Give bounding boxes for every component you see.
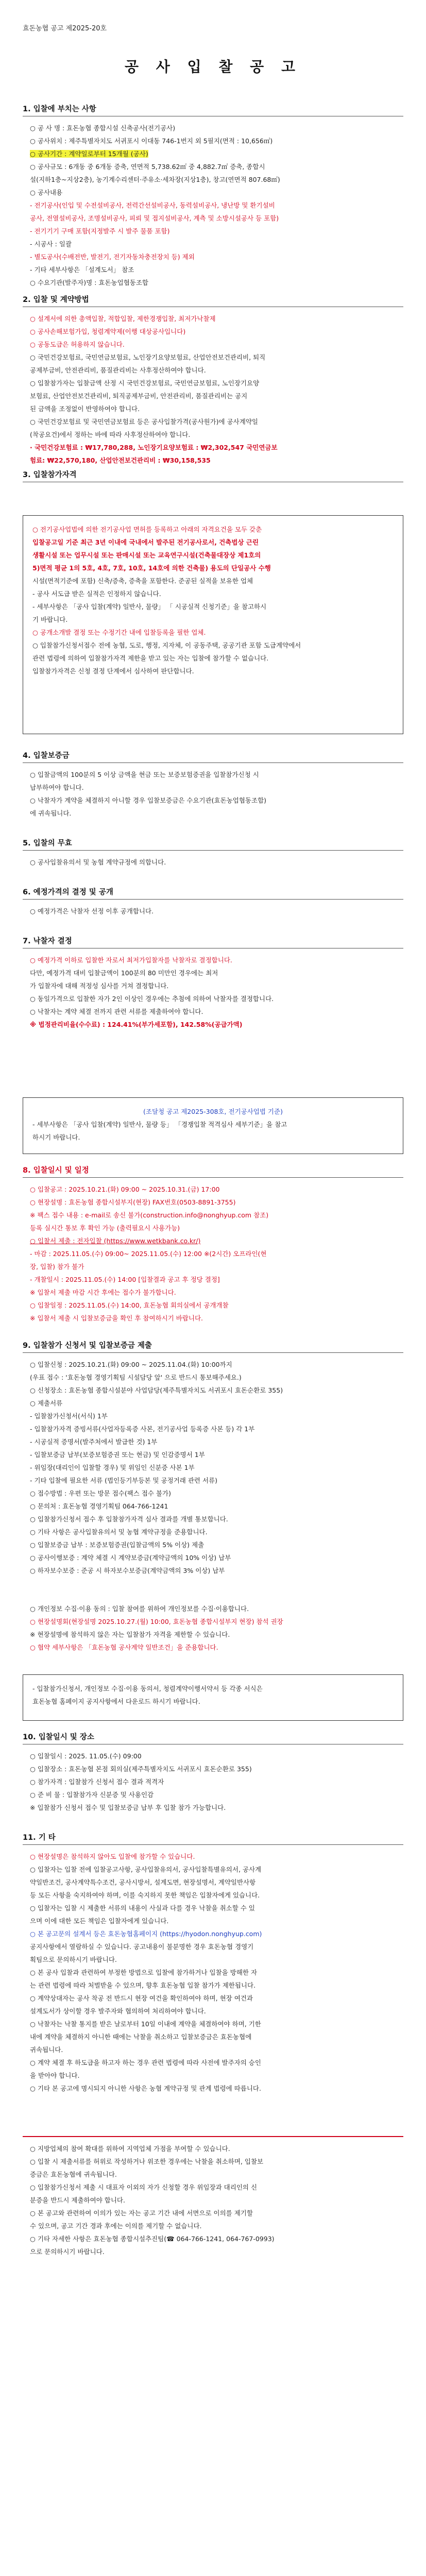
text-line: ○ 현장설명은 참석하지 않아도 입찰에 참가할 수 있습니다.	[30, 1853, 195, 1860]
section-title: 11. 기 타	[23, 1832, 403, 1845]
section-2	[23, 294, 403, 467]
highlighted-text: ○ 설계서에 의한 총액입찰, 적합입찰, 제한경쟁입찰, 최저가낙찰제	[30, 315, 216, 323]
section-title: 7. 낙찰자 결정	[23, 935, 403, 948]
section-title: 6. 예정가격의 결정 및 공개	[23, 886, 403, 900]
text-line: ○ 낙찰자는 계약 체결 전까지 관련 서류를 제출하여야 합니다.	[30, 1008, 203, 1015]
text-line: ○ 현장설명 : 효돈농협 종합시설부지(현장) FAX번호(0503-8891-3755)	[30, 1198, 236, 1206]
qualification-box	[23, 515, 403, 734]
text-line: - 전기기기 구매 포함(지정발주 시 발주 물품 포함)	[30, 227, 170, 235]
text-line: 시설(면적기준에 포함) 신축/증축, 증축을 포함한다. 준공된 실적을 보유한 업체	[32, 577, 253, 585]
text-line: ○ 국민건강보험료, 국민연금보험료, 노인장기요양보험료, 산업안전보건관리비, 퇴직	[30, 353, 266, 361]
text-line: ○ 본 공사 입찰과 관련하여 부정한 방법으로 입찰에 참가하거나 입찰을 방해한 자	[30, 1969, 258, 1976]
section-7	[23, 935, 403, 1031]
text-line: ○ 기타 사항은 공사입찰유의서 및 농협 계약규정을 준용합니다.	[30, 1528, 208, 1536]
section-1	[23, 103, 403, 289]
section-title: 5. 입찰의 무효	[23, 837, 403, 851]
text-line: ○ 입찰 시 제출서류를 허위로 작성하거나 위조한 경우에는 낙찰을 취소하며, 입찰보	[30, 2158, 264, 2165]
text-line: - 입찰보증금 납부(보증보험증권 또는 현금) 및 인감증명서 1부	[30, 1451, 205, 1459]
text-line: - 전기공사(인입 및 수전설비공사, 전력간선설비공사, 동력설비공사, 냉난방 및 환기설비	[30, 201, 275, 209]
text-line: ○ 입찰신청 : 2025.10.21.(화) 09:00 ~ 2025.11.04.(화) 10:00까지	[30, 1361, 232, 1368]
document-number: 효돈농협 공고 제2025-20호	[23, 25, 107, 32]
section-11-extra	[23, 2133, 403, 2258]
text-line: ○ 전기공사업법에 의한 전기공사업 면허를 등록하고 아래의 자격요건을 모두 갖춘	[32, 526, 262, 533]
text-line: ○ 낙찰자는 낙찰 통지를 받은 날로부터 10일 이내에 계약을 체결하여야 하며, 기한	[30, 2020, 261, 2028]
text-line: 을 받아야 합니다.	[30, 2072, 80, 2079]
text-line: 기 바랍니다.	[32, 616, 68, 623]
section-9-extra	[23, 1602, 403, 1654]
text-line: ○ 공 사 명 : 효돈농협 종합시설 신축공사(전기공사)	[30, 124, 176, 132]
text-line: 장, 입찰) 참가 불가	[30, 1263, 84, 1270]
text-line: 생활시설 또는 업무시설 또는 판매시설 또는 교육연구시설(건축물대장상 제1호의	[32, 551, 261, 559]
section-title: 9. 입찰참가 신청서 및 입찰보증금 제출	[23, 1340, 403, 1353]
section-10	[23, 1731, 403, 1814]
text-line: 공사, 전열설비공사, 조명설비공사, 피뢰 및 접지설비공사, 계측 및 소방시설공사 등 포함)	[30, 214, 279, 222]
text-line: 공지사항에서 열람하실 수 있습니다. 공고내용이 불분명한 경우 효돈농협 경영기	[30, 1943, 254, 1951]
text-line: ○ 준 비 물 : 입찰참가자 신분증 및 사용인감	[30, 1791, 154, 1799]
text-line: ○ 입찰공고 : 2025.10.21.(화) 09:00 ~ 2025.10.31.(금) 17:00	[30, 1185, 220, 1193]
section-title: 1. 입찰에 부치는 사항	[23, 103, 403, 116]
text-line: ○ 낙찰자가 계약을 체결하지 아니할 경우 입찰보증금은 수요기관(효돈농업협동조합)	[30, 796, 267, 804]
text-line: ○ 수요기관(발주자)명 : 효돈농업협동조합	[30, 279, 148, 286]
text-line: ○ 개인정보 수집·이용 동의 : 입찰 참여를 위하여 개인정보를 수집·이용합니다.	[30, 1605, 249, 1613]
text-line: 으며 이에 대한 모든 책임은 입찰자에게 있습니다.	[30, 1917, 169, 1925]
forms-notice-box	[23, 1674, 403, 1721]
text-line: ○ 예정가격 이하로 입찰한 자로서 최저가입찰자를 낙찰자로 결정합니다.	[30, 956, 232, 964]
text-line: - 개찰일시 : 2025.11.05.(수) 14:00 [입찰결과 공고 후 정당 결정]	[30, 1276, 220, 1283]
text-line: - 별도공사(수배전반, 발전기, 전기자동차충전장치 등) 제외	[30, 253, 195, 261]
text-line: 관련 법령에 의하여 입찰참가자격 제한을 받고 있는 자는 입찰에 참가할 수 없습니다.	[32, 654, 269, 662]
text-line: ○ 협약 세부사항은 「효돈농협 공사계약 일반조건」을 준용합니다.	[30, 1643, 218, 1651]
text-line: ○ 공사손해보험가입, 청렴계약제(이행 대상공사입니다)	[30, 328, 186, 335]
text-line: ※ 입찰서 제출 시 입찰보증금을 확인 후 참여하시기 바랍니다.	[30, 1314, 203, 1322]
section-title: 10. 입찰일시 및 장소	[23, 1731, 403, 1744]
page-title: 공 사 입 찰 공 고	[124, 58, 302, 75]
text-line: 하시기 바랍니다.	[32, 1133, 80, 1141]
text-line: ○ 예정가격은 낙찰자 선정 이후 공개합니다.	[30, 907, 154, 915]
text-line: 납부하여야 합니다.	[30, 784, 84, 791]
text-line: - 세부사항은 「공사 입찰(계약) 일반사, 물량」 「 시공실적 신청기준」을 참고하시	[32, 603, 267, 611]
text-line: ○ 지방업체의 참여 확대를 위하여 지역업체 가점을 부여할 수 있습니다.	[30, 2145, 230, 2153]
text-line: 으로 문의하시기 바랍니다.	[30, 2248, 105, 2256]
text-line: 수 있으며, 공고 기간 경과 후에는 이의를 제기할 수 없습니다.	[30, 2222, 202, 2230]
text-line: 공제부금비, 안전관리비, 품질관리비는 사후정산하여야 합니다.	[30, 366, 206, 374]
text-line: ※ 입찰서 제출 마감 시간 후에는 접수가 불가합니다.	[30, 1289, 176, 1296]
text-line	[23, 1234, 403, 1247]
text-line: ○ 입찰일시 : 2025. 11.05.(수) 09:00	[30, 1752, 142, 1760]
section-title: 4. 입찰보증금	[23, 750, 403, 763]
highlighted-text: ○ 공사기간 : 계약일로부터 15개월 (공사)	[30, 150, 148, 158]
text-line: 입찰공고일 기준 최근 3년 이내에 국내에서 발주된 전기공사로서, 건축법상 근린	[32, 538, 259, 546]
text-line: ○ 하자보수보증 : 준공 시 하자보수보증금(계약금액의 3% 이상) 납부	[30, 1567, 225, 1574]
text-line: ○ 국민건강보험료 및 국민연금보험료 등은 공사입찰가격(공사원가)에 공사계약일	[30, 418, 258, 426]
text-line: ※ 현장설명에 참석하지 않은 자는 입찰참가 자격을 제한할 수 있습니다.	[30, 1631, 230, 1638]
text-line: - 입찰참가신청서(서식) 1부	[30, 1412, 108, 1420]
text-line: 는 관련 법령에 따라 처벌받을 수 있으며, 향후 효돈농협 입찰 참가가 제한됩니다.	[30, 1981, 256, 1989]
text-line	[23, 147, 403, 160]
text-line: 5)면적 평균 1의 5호, 4호, 7호, 10호, 14호에 의한 건축물) 용도의 단일공사 수행	[32, 564, 271, 572]
text-line: (우표 접수 : '효돈농협 경영기획팀 시설담당 앞' 으로 반드시 통보해주세요.)	[30, 1374, 242, 1381]
text-line	[23, 1927, 403, 1940]
text-line: 보험료, 산업안전보건관리비, 퇴직공제부금비, 안전관리비, 품질관리비는 공지	[30, 392, 248, 400]
text-line: - 입찰참가신청서, 개인정보 수집·이용 동의서, 청렴계약이행서약서 등 각종 서식은	[32, 1685, 263, 1692]
text-line: - 기타 세부사항은 「설계도서」 참조	[30, 266, 134, 274]
text-line: ○ 입찰금액의 100분의 5 이상 금액을 현금 또는 보증보험증권을 입찰참가신청 시	[30, 771, 259, 778]
section-title: 2. 입찰 및 계약방법	[23, 294, 403, 307]
text-line	[23, 312, 403, 325]
text-line: 증금은 효돈농협에 귀속됩니다.	[30, 2171, 117, 2178]
text-line: ○ 입찰자는 입찰 전에 입찰공고사항, 공사입찰유의서, 공사입찰특별유의서, 공사계	[30, 1866, 262, 1873]
homepage-link[interactable]: ○ 본 공고문의 설계서 등은 효돈농협홈페이지 (https://hyodon.nonghyup.com)	[30, 1930, 262, 1938]
text-line: (조달청 공고 제2025-308호, 전기공사업법 기준)	[143, 1108, 283, 1115]
text-line: ○ 공사내용	[30, 189, 63, 196]
text-line: - 시공사 : 일괄	[30, 240, 72, 248]
text-line: ○ 본 공고와 관련하여 이의가 있는 자는 공고 기간 내에 서면으로 이의를 제기할	[30, 2209, 253, 2217]
text-line: ※ 법정관리비율(수수료) : 124.41%(부가세포함), 142.58%(공급가액)	[30, 1021, 243, 1028]
text-line: 설계도서가 상이할 경우 발주자와 협의하여 처리하여야 합니다.	[30, 2007, 206, 2015]
text-line: (착공요건)에서 정하는 바에 따라 사후정산하여야 합니다.	[30, 431, 191, 438]
section-11	[23, 1832, 403, 2095]
text-line: ○ 입찰장소 : 효돈농협 본점 회의실(제주특별자치도 서귀포시 효돈순환로 355)	[30, 1765, 252, 1773]
text-line: 설(지하1층~지상2층), 농기계수리센터·주유소·세차장(지상1층), 창고(연면적 807.68㎡)	[30, 176, 280, 183]
section-title: 3. 입찰참가자격	[23, 469, 403, 482]
text-line: ○ 문의처 : 효돈농협 경영기획팀 064-766-1241	[30, 1502, 168, 1510]
text-line: 험료: ₩22,570,180, 산업안전보건관리비 : ₩30,158,535	[30, 456, 211, 464]
text-line: ○ 계약상대자는 공사 착공 전 반드시 현장 여건을 확인하여야 하며, 현장 여건과	[30, 1994, 253, 2002]
text-line: · 국민건강보험료 : ₩17,780,288, 노인장기요양보험료 : ₩2,302,547 국민연금보	[30, 444, 278, 451]
text-line: 획팀으로 문의하시기 바랍니다.	[30, 1956, 117, 1963]
text-line: 효돈농협 홈페이지 공지사항에서 다운로드 하시기 바랍니다.	[32, 1698, 200, 1705]
text-line: 된 금액을 조정없이 반영하여야 합니다.	[30, 405, 140, 413]
text-line: ○ 계약 체결 후 하도급을 하고자 하는 경우 관련 법령에 따라 사전에 발주자의 승인	[30, 2059, 261, 2066]
text-line: ○ 입찰참가신청서 제출 시 대표자 이외의 자가 신청할 경우 위임장과 대리인의 신	[30, 2183, 258, 2191]
text-line: 약일반조건, 공사계약특수조건, 공사시방서, 설계도면, 현장설명서, 계약일반사항	[30, 1878, 256, 1886]
text-line: 입찰참가자격은 신청 결정 단계에서 심사하여 판단합니다.	[32, 667, 194, 675]
text-line: 에 귀속됩니다.	[30, 809, 72, 817]
text-line: - 세부사항은 「공사 입찰(계약) 일반사, 물량 등」 「경쟁입찰 적격심사 세부기준」을 참고	[32, 1121, 287, 1128]
text-line: 분증을 반드시 제출하여야 합니다.	[30, 2196, 125, 2204]
text-line: ○ 입찰참가자는 입찰금액 산정 시 국민건강보험료, 국민연금보험료, 노인장기요양	[30, 379, 260, 387]
text-line: ○ 현장설명회(현장설명 2025.10.27.(월) 10:00, 효돈농협 종합시설부지 현장) 참석 권장	[30, 1618, 283, 1625]
divider	[23, 2136, 403, 2137]
text-line: ○ 기타 본 공고에 명시되지 아니한 사항은 농협 계약규정 및 관계 법령에 따릅니다.	[30, 2084, 261, 2092]
text-line: - 마감 : 2025.11.05.(수) 09:00~ 2025.11.05.(수) 12:00 ※(2시간) 오프라인(현	[30, 1250, 267, 1258]
text-line: ○ 공개소개발 결정 또는 수정기간 내에 입찰등록을 필한 업체.	[32, 629, 206, 636]
text-line: ○ 입찰참가신청서 접수 후 입찰참가자격 심사 결과를 개별 통보합니다.	[30, 1515, 228, 1523]
text-line: ※ 팩스 접수 내용 : e-mail로 송신 불가(construction.info@nonghyup.com 참조)	[30, 1211, 269, 1219]
section-6	[23, 886, 403, 918]
section-8	[23, 1164, 403, 1325]
section-9	[23, 1340, 403, 1577]
text-line: ○ 공사규모 : 6개동 중 6개동 증축, 연면적 5,738.62㎡ 중 4,882.7㎡ 증축, 종합시	[30, 163, 265, 171]
text-line: - 기타 입찰에 필요한 서류 (법인등기부등본 및 공정거래 관련 서류)	[30, 1477, 217, 1484]
text-line: 가 입찰자에 대해 적정성 심사를 거쳐 결정합니다.	[30, 982, 169, 990]
section-4	[23, 750, 403, 820]
text-line: - 공사 서도급 받은 실적은 인정하지 않습니다.	[32, 590, 161, 598]
notice-box	[23, 1097, 403, 1154]
text-line: ○ 동일가격으로 입찰한 자가 2인 이상인 경우에는 추첨에 의하여 낙찰자를 결정합니다.	[30, 995, 274, 1003]
section-5	[23, 837, 403, 869]
text-line: ※ 입찰참가 신청서 접수 및 입찰보증금 납부 후 입찰 참가 가능합니다.	[30, 1804, 226, 1811]
text-line: ○ 입찰자는 입찰 시 제출한 서류의 내용이 사실과 다를 경우 낙찰을 취소할 수 있	[30, 1904, 255, 1912]
text-line: ○ 신청장소 : 효돈농협 종합시설분야 사업담당(제주특별자치도 서귀포시 효돈순환로 355)	[30, 1386, 283, 1394]
text-line: - 시공실적 증명서(발주처에서 발급한 것) 1부	[30, 1438, 158, 1446]
text-line: ○ 공사위치 : 제주특별자치도 서귀포시 이대동 746-1번지 외 5필지(면적 : 10,656㎡)	[30, 137, 273, 145]
text-line: 다만, 예정가격 대비 입찰금액이 100분의 80 미만인 경우에는 최저	[30, 969, 218, 977]
text-line: ○ 공사이행보증 : 계약 체결 시 계약보증금(계약금액의 10% 이상) 납부	[30, 1554, 231, 1562]
bidding-site-link[interactable]: ○ 입찰서 제출 : 전자입찰 (https://www.wetkbank.co.kr/)	[30, 1237, 201, 1245]
text-line: 내에 계약을 체결하지 아니한 때에는 낙찰을 취소하고 입찰보증금은 효돈농협에	[30, 2033, 252, 2041]
text-line: ○ 입찰일정 : 2025.11.05.(수) 14:00, 효돈농협 회의실에서 공개개찰	[30, 1301, 229, 1309]
text-line: ○ 입찰보증금 납부 : 보증보험증권(입찰금액의 5% 이상) 제출	[30, 1541, 205, 1549]
text-line: ○ 참가자격 : 입찰참가 신청서 접수 결과 적격자	[30, 1778, 164, 1786]
text-line: 귀속됩니다.	[30, 2046, 63, 2054]
text-line: 등 모든 사항을 숙지하여야 하며, 이를 숙지하지 못한 책임은 입찰자에게 있습니다.	[30, 1891, 260, 1899]
text-line: ○ 접수방법 : 우편 또는 방문 접수(팩스 접수 불가)	[30, 1489, 172, 1497]
text-line: 등록 실시간 통보 후 확인 가능 (출력필요시 사용가능)	[30, 1224, 180, 1232]
text-line: ○ 공사입찰유의서 및 농협 계약규정에 의합니다.	[30, 858, 166, 866]
text-line: ○ 입찰참가신청서접수 전에 농협, 도로, 행정, 지자체, 이 공동주택, 공공기관 포함 도급계약에서	[32, 641, 301, 649]
text-line: ○ 공동도급은 허용하지 않습니다.	[30, 341, 125, 348]
text-line: - 입찰참가자격 증빙서류(사업자등록증 사본, 전기공사업 등록증 사본 등) 각 1부	[30, 1425, 255, 1433]
section-3	[23, 469, 403, 487]
section-title: 8. 입찰일시 및 일정	[23, 1164, 403, 1178]
text-line: ○ 기타 자세한 사항은 효돈농협 종합시설추진팀(☎ 064-766-1241, 064-767-0993)	[30, 2235, 275, 2243]
text-line: ○ 제출서류	[30, 1399, 63, 1407]
text-line: - 위임장(대리인이 입찰할 경우) 및 위임인 신분증 사본 1부	[30, 1464, 195, 1471]
